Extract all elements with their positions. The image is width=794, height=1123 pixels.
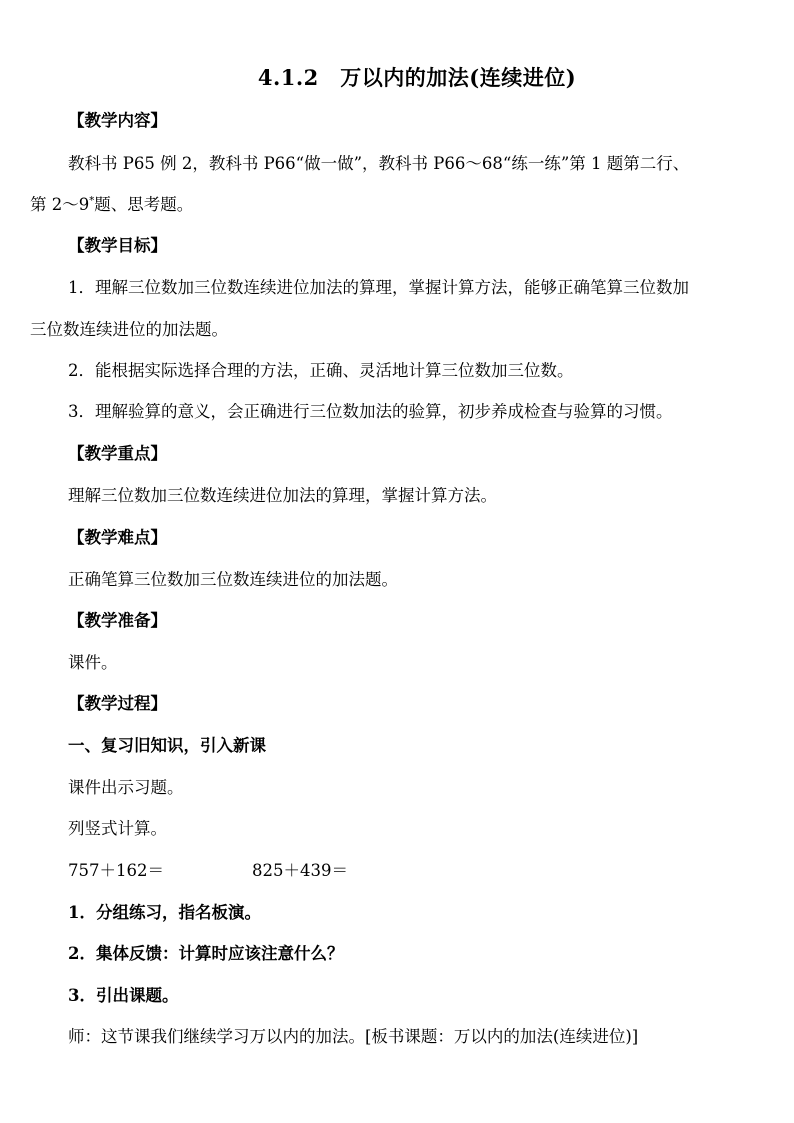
key-text: 理解三位数加三位数连续进位加法的算理，掌握计算方法。 [68,486,497,505]
step-1: 1．分组练习，指名板演。 [68,903,261,922]
optional-mark: * [89,195,95,207]
part1-line-1: 课件出示习题。 [68,778,184,797]
key-heading: 【教学重点】 [68,444,167,463]
content-line-2-b: 题、思考题。 [94,195,194,214]
goal-heading: 【教学目标】 [68,236,167,255]
step-2: 2．集体反馈：计算时应该注意什么？ [68,944,344,963]
difficult-text: 正确笔算三位数加三位数连续进位的加法题。 [68,570,398,589]
difficult-heading: 【教学难点】 [68,528,167,547]
content-line-1: 教科书 P65 例 2，教科书 P66“做一做”，教科书 P66～68“练一练”第 1 题第二行、 [68,154,690,173]
expression-2: 825＋439＝ [252,861,348,880]
page-title: 4.1.2 万以内的加法(连续进位) [257,65,577,90]
prep-text: 课件。 [68,653,118,672]
part1-line-2: 列竖式计算。 [68,819,167,838]
content-line-2 [30,194,193,216]
goal-3: 3．理解验算的意义，会正确进行三位数加法的验算，初步养成检查与验算的习惯。 [68,402,673,421]
goal-1-line-1: 1．理解三位数加三位数连续进位加法的算理，掌握计算方法，能够正确笔算三位数加 [68,278,689,297]
process-heading: 【教学过程】 [68,694,167,713]
prep-heading: 【教学准备】 [68,611,167,630]
step-3: 3．引出课题。 [68,986,179,1005]
expression-1: 757＋162＝ [68,861,164,880]
teacher-line: 师：这节课我们继续学习万以内的加法。[板书课题：万以内的加法(连续进位)] [68,1027,639,1046]
expression-row [68,860,348,882]
content-heading: 【教学内容】 [68,111,167,130]
goal-1-line-2: 三位数连续进位的加法题。 [30,320,228,339]
part1-heading: 一、复习旧知识，引入新课 [68,736,266,755]
content-line-2-a: 第 2～9 [30,195,90,214]
goal-2: 2．能根据实际选择合理的方法，正确、灵活地计算三位数加三位数。 [68,361,574,380]
